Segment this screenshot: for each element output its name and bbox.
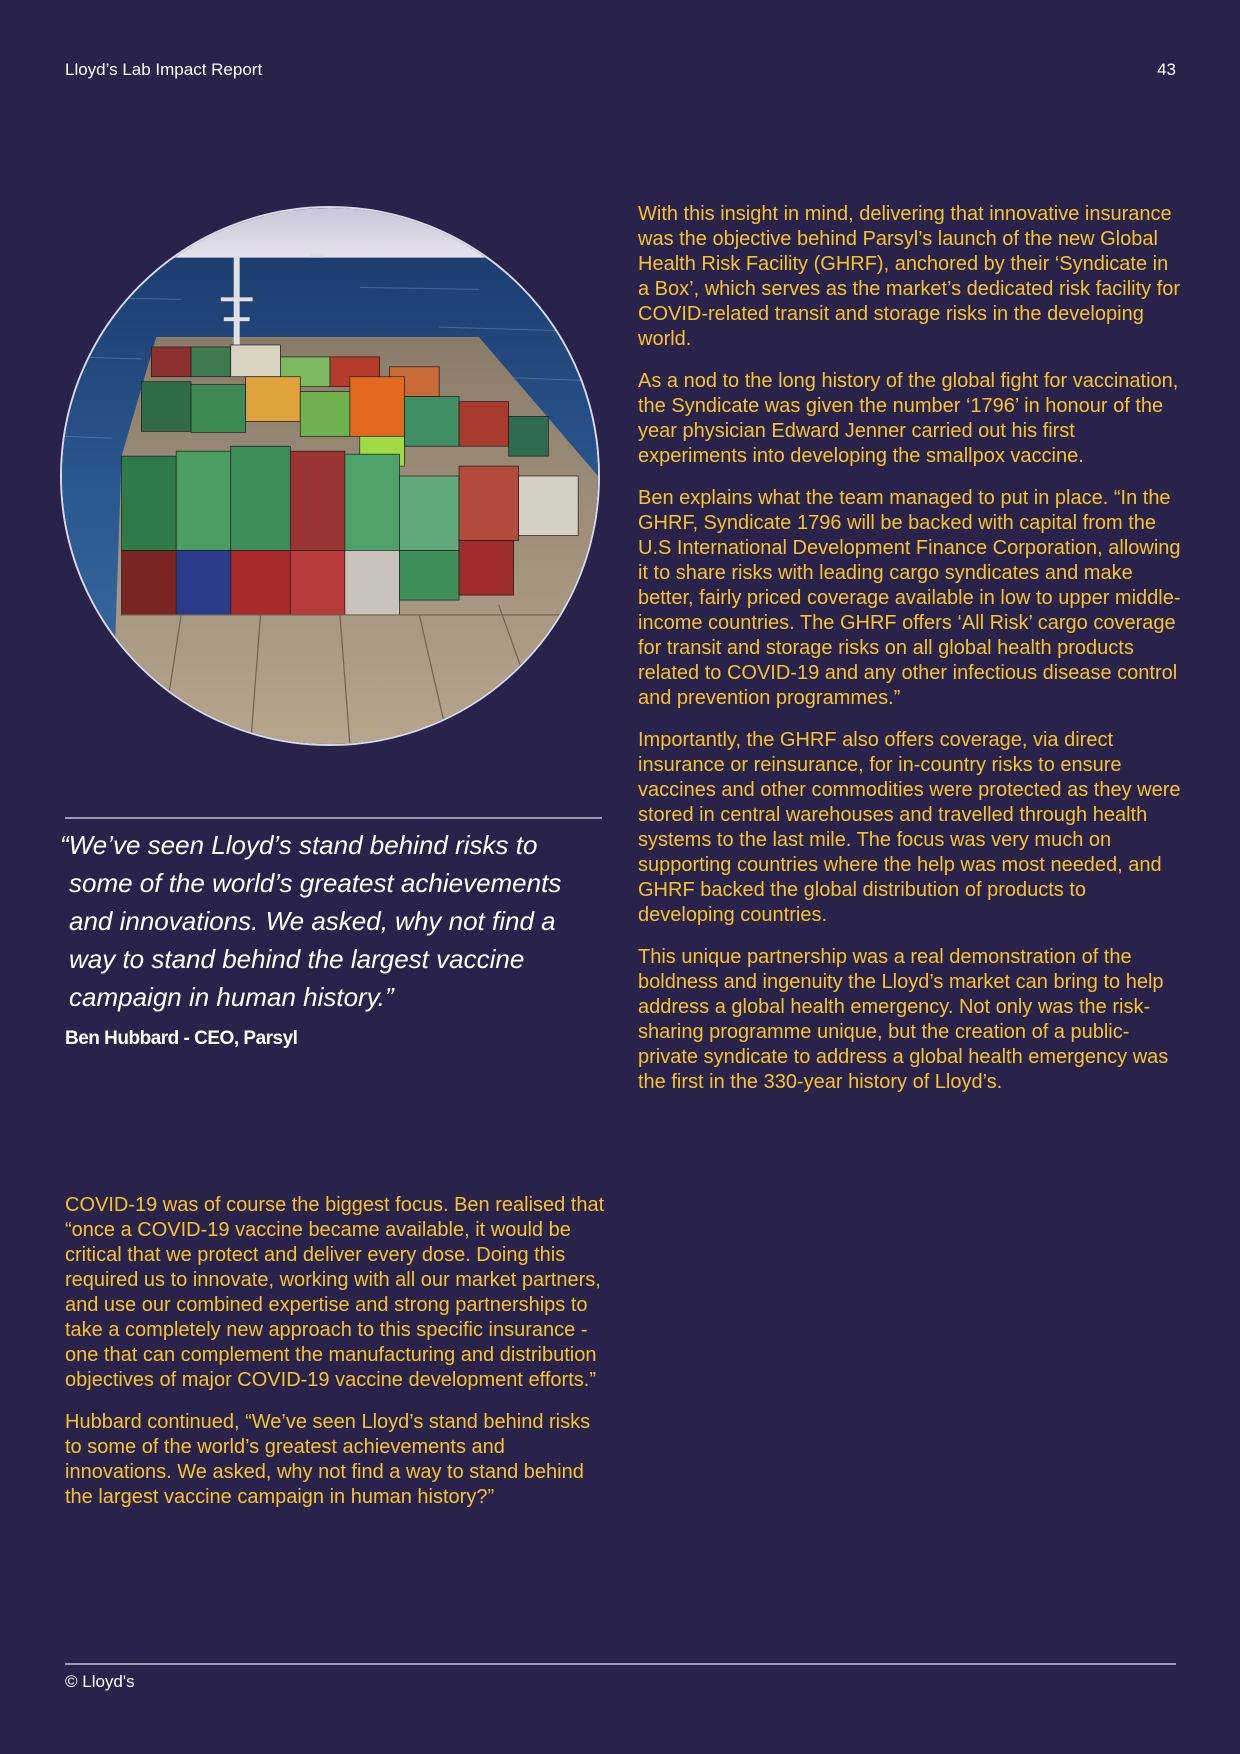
copyright: © Lloyd's — [65, 1672, 135, 1691]
right-column — [638, 202, 1183, 1112]
paragraph: Importantly, the GHRF also offers coverage, via direct insurance or reinsurance, for in-country risks to ensure vaccines and other commodities were protected as they were stored in central warehouses and travelled through health systems to the last mile. The focus was very much on supporting countries where the help was most needed, and GHRF backed the global distribution of products to developing countries. — [638, 729, 1181, 926]
pull-quote: “We’ve seen Lloyd’s stand behind risks to some of the world’s greatest achievements and innovations. We asked, why not find a way to stand behind the largest vaccine campaign in human history.” — [60, 830, 562, 1012]
container-ship-photo — [60, 206, 600, 746]
quote-attribution: Ben Hubbard - CEO, Parsyl — [65, 1028, 298, 1049]
paragraph: Ben explains what the team managed to put in place. “In the GHRF, Syndicate 1796 will be backed with capital from the U.S International Development Finance Corporation, allowing it to share risks with leading cargo syndicates and make better, fairly priced coverage available in low to upper middle-income countries. The GHRF offers ‘All Risk’ cargo coverage for transit and storage risks on all global health products related to COVID-19 and any other infectious disease control and prevention programmes.” — [638, 487, 1181, 709]
page-number: 43 — [1157, 60, 1176, 79]
paragraph: As a nod to the long history of the global fight for vaccination, the Syndicate was given the number ‘1796’ in honour of the year physician Edward Jenner carried out his first experiments into developing the smallpox vaccine. — [638, 370, 1179, 467]
paragraph: COVID-19 was of course the biggest focus. Ben realised that “once a COVID-19 vaccine became available, it would be critical that we protect and deliver every dose. Doing this required us to innovate, working with all our market partners, and use our combined expertise and strong partnerships to take a completely new approach to this specific insurance - one that can complement the manufacturing and distribution objectives of major COVID-19 vaccine development efforts.” — [65, 1194, 605, 1391]
paragraph: This unique partnership was a real demonstration of the boldness and ingenuity the Lloyd’s market can bring to help address a global health emergency. Not only was the risk-sharing programme unique, but the creation of a public-private syndicate to address a global health emergency was the first in the 330-year history of Lloyd’s. — [638, 946, 1169, 1093]
paragraph: Hubbard continued, “We’ve seen Lloyd’s stand behind risks to some of the world’s greatest achievements and innovations. We asked, why not find a way to stand behind the largest vaccine campaign in human history?” — [65, 1411, 591, 1508]
report-title: Lloyd’s Lab Impact Report — [65, 60, 263, 79]
footer-divider — [65, 1663, 1176, 1665]
paragraph: With this insight in mind, delivering that innovative insurance was the objective behind Parsyl’s launch of the new Global Health Risk Facility (GHRF), anchored by their ‘Syndicate in a Box’, which serves as the market’s dedicated risk facility for COVID-related transit and storage risks in the developing world. — [638, 203, 1181, 350]
left-column — [65, 1193, 610, 1527]
quote-divider — [65, 817, 602, 819]
